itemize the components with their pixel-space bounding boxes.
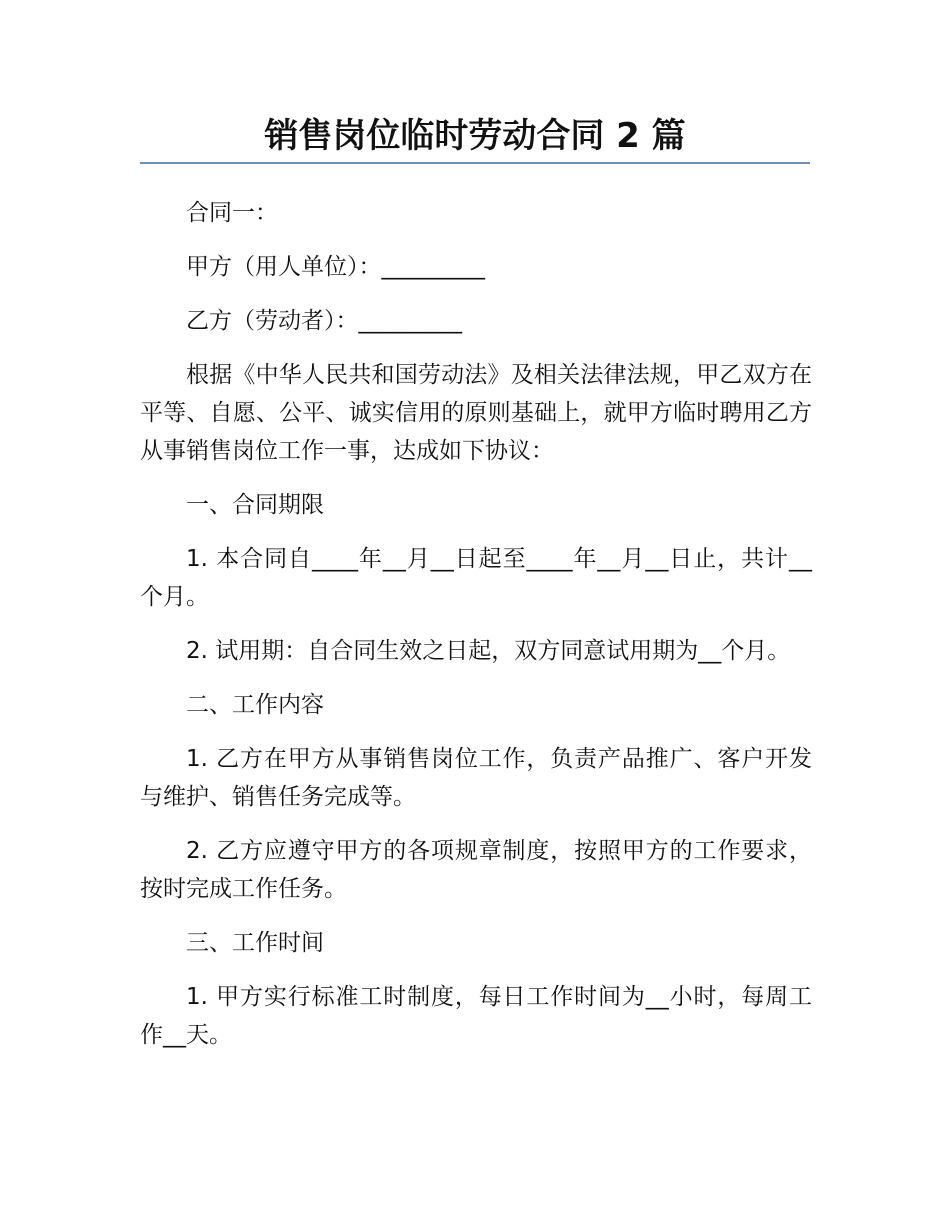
title-underline (140, 162, 810, 164)
work-content-clause-1: 1. 乙方在甲方从事销售岗位工作，负责产品推广、客户开发与维护、销售任务完成等。 (140, 746, 812, 810)
preamble-paragraph: 根据《中华人民共和国劳动法》及相关法律法规，甲乙双方在平等、自愿、公平、诚实信用的原则基础上，就甲方临时聘用乙方从事销售岗位工作一事，达成如下协议： (140, 362, 812, 464)
term-clause-2: 2. 试用期：自合同生效之日起，双方同意试用期为__个月。 (186, 638, 791, 664)
document-body (140, 194, 812, 1070)
section-heading-term: 一、合同期限 (186, 492, 324, 518)
work-content-clause-2: 2. 乙方应遵守甲方的各项规章制度，按照甲方的工作要求，按时完成工作任务。 (140, 838, 812, 902)
contract-heading: 合同一： (186, 200, 278, 226)
section-heading-work-hours: 三、工作时间 (186, 930, 324, 956)
work-hours-clause-1: 1. 甲方实行标准工时制度，每日工作时间为__小时，每周工作__天。 (140, 984, 812, 1048)
section-heading-work-content: 二、工作内容 (186, 692, 324, 718)
party-a-line: 甲方（用人单位）：_________ (186, 254, 485, 280)
document-title: 销售岗位临时劳动合同 2 篇 (264, 116, 686, 156)
party-b-line: 乙方（劳动者）：_________ (186, 308, 462, 334)
term-clause-1: 1. 本合同自____年__月__日起至____年__月__日止，共计__个月。 (140, 546, 812, 610)
